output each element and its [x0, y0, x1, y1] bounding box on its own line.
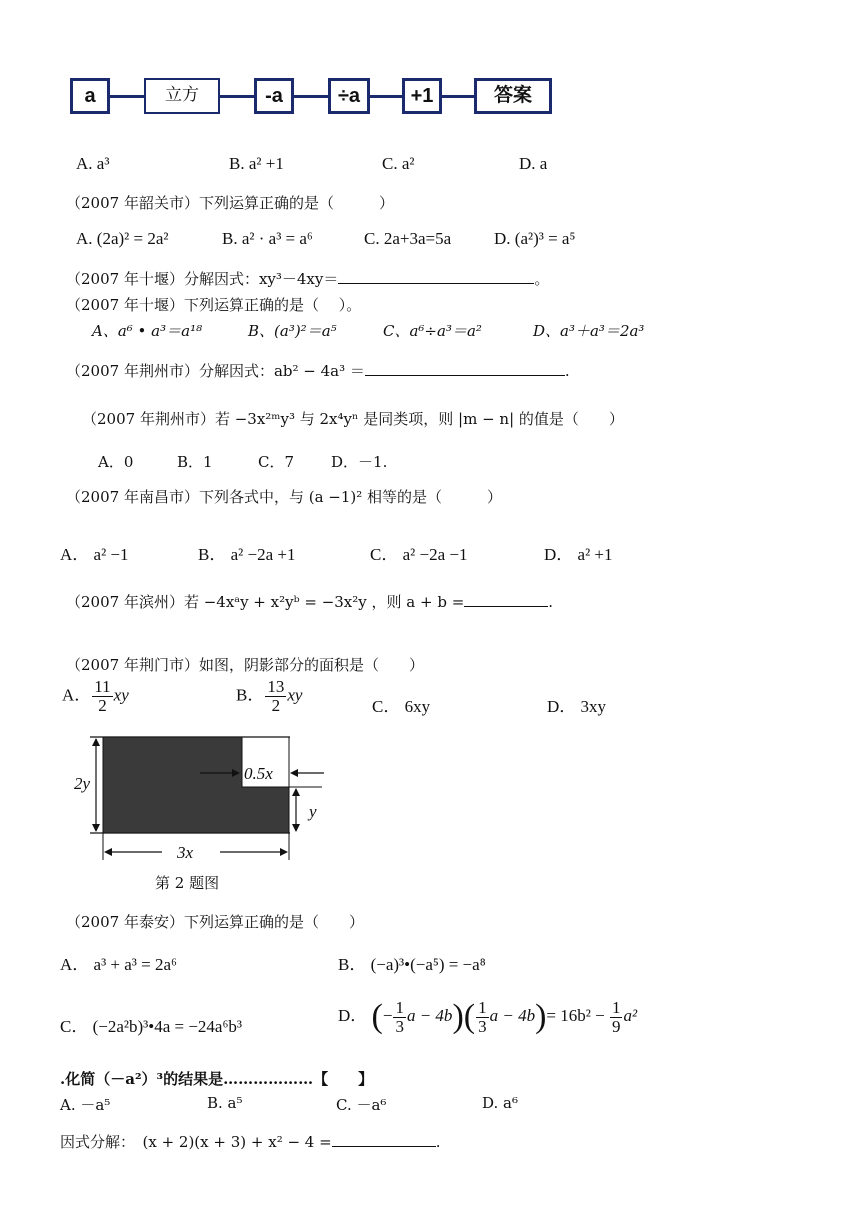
figure-label-3x: 3x [177, 843, 194, 862]
q11-option-c: C. －a⁶ [336, 1096, 387, 1114]
figure-label-2y: 2y [74, 774, 91, 793]
q2-option-a: A. (2a)² = 2a² [76, 229, 169, 248]
q6-option-a: A．0 [98, 453, 134, 471]
q4-option-d: D、a³＋a³＝2a³ [533, 322, 645, 340]
figure-label-0.5x: 0.5x [244, 764, 273, 783]
answer-blank[interactable] [332, 1146, 436, 1147]
q12-stem: 因式分解： (x + 2)(x + 3) + x² − 4 = [60, 1133, 332, 1151]
q3-line [66, 268, 549, 289]
q11-option-a: A. －a⁵ [60, 1096, 111, 1114]
flow-box-divide-a: ÷a [328, 78, 370, 114]
q10-option-a: A． a³ + a³ = 2a⁶ [60, 955, 177, 974]
q9-stem: （2007 年荆门市）如图，阴影部分的面积是（ ） [66, 656, 424, 674]
q4-stem: （2007 年十堰）下列运算正确的是（ ）。 [66, 296, 362, 314]
q11-option-d: D. a⁶ [482, 1094, 518, 1112]
flow-connector [220, 95, 254, 98]
q10-option-b: B． (−a)³•(−a⁵) = −a⁸ [338, 955, 486, 974]
flow-connector [110, 95, 144, 98]
figure-caption: 第 2 题图 [155, 874, 220, 892]
q11-option-b: B. a⁵ [207, 1094, 243, 1112]
q2-stem: （2007 年韶关市）下列运算正确的是（ ） [66, 194, 394, 212]
q1-option-d: D. a [519, 154, 548, 173]
q9-option-c: C． 6xy [372, 697, 431, 716]
q8-line [66, 591, 553, 612]
q1-option-a: A. a³ [76, 154, 110, 173]
q5-stem: （2007 年荆州市）分解因式：ab² − 4a³ ＝ [66, 362, 365, 380]
q7-option-b: B． a² −2a +1 [198, 545, 296, 564]
q12-end: . [435, 1133, 441, 1151]
q2-option-c: C. 2a+3a=5a [364, 229, 452, 248]
q7-stem: （2007 年南昌市）下列各式中，与 (a −1)² 相等的是（ ） [66, 488, 503, 506]
q7-option-c: C． a² −2a −1 [370, 545, 468, 564]
q1-option-c: C. a² [382, 154, 415, 173]
flow-box-minus-a: -a [254, 78, 294, 114]
answer-blank[interactable] [365, 375, 565, 376]
q5-line [66, 360, 570, 381]
q6-option-b: B．1 [177, 453, 213, 471]
q6-stem: （2007 年荆州市）若 −3x²ᵐy³ 与 2x⁴yⁿ 是同类项，则 |m − n| 的值是（ ） [82, 410, 624, 428]
flow-connector [294, 95, 328, 98]
q2-option-d: D. (a²)³ = a⁵ [494, 229, 576, 248]
flow-box-a: a [70, 78, 110, 114]
answer-blank[interactable] [338, 283, 534, 284]
q10-option-c: C． (−2a²b)³•4a = −24a⁶b³ [60, 1017, 242, 1036]
q11-stem: .化简（－a²）³的结果是………………【 】 [60, 1070, 374, 1088]
q7-option-a: A． a² −1 [60, 545, 129, 564]
q9-option-b: B． $\frac{13}{2}$ xy [236, 677, 303, 715]
answer-blank[interactable] [464, 606, 548, 607]
q3-end: 。 [534, 270, 550, 288]
q12-line [60, 1131, 440, 1152]
flow-box-cube: 立方 [144, 78, 220, 114]
q9-option-d: D． 3xy [547, 697, 607, 716]
q2-option-b: B. a² · a³ = a⁶ [222, 229, 313, 248]
q4-option-c: C、a⁶÷a³＝a² [383, 322, 482, 340]
q5-end: . [564, 362, 570, 380]
shaded-region [103, 737, 289, 833]
q6-option-c: C．7 [258, 453, 295, 471]
q8-stem: （2007 年滨州）若 −4xᵃy + x²yᵇ = −3x²y ，则 a + b = [66, 593, 465, 611]
q3-stem: （2007 年十堰）分解因式：xy³－4xy＝ [66, 270, 339, 288]
q9-option-a: A． $\frac{11}{2}$ xy [62, 677, 129, 715]
q8-end: . [548, 593, 554, 611]
q10-stem: （2007 年泰安）下列运算正确的是（ ） [66, 913, 364, 931]
flow-connector [370, 95, 402, 98]
flow-box-answer: 答案 [474, 78, 552, 114]
q1-option-b: B. a² +1 [229, 154, 284, 173]
flow-connector [442, 95, 474, 98]
figure-label-y: y [309, 802, 317, 821]
flow-box-plus-1: +1 [402, 78, 442, 114]
q6-option-d: D．－1. [331, 453, 388, 471]
q4-option-b: B、(a³)²＝a⁵ [248, 322, 337, 340]
q7-option-d: D． a² +1 [544, 545, 613, 564]
q10-option-d: D． (− $\frac{1}{3}$ a − 4b)( $\frac{1}{3}$ a − 4b)= 16b² − $\frac{1}{9}$ a² [338, 997, 638, 1036]
q4-option-a: A、a⁶ • a³＝a¹⁸ [92, 322, 203, 340]
